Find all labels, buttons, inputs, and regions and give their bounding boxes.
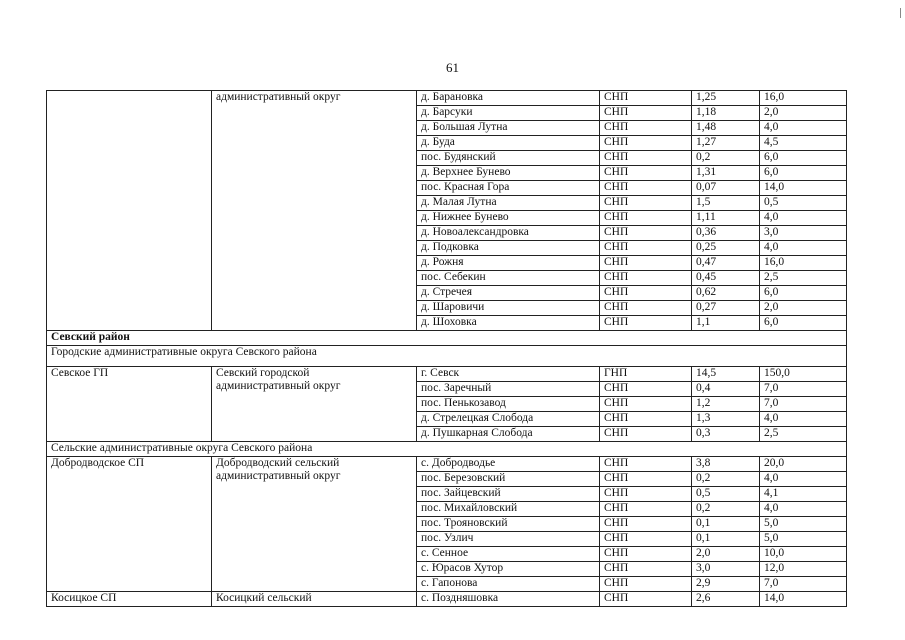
population-cell: 7,0 [760,382,847,397]
population-cell: 12,0 [760,562,847,577]
population-cell: 4,0 [760,121,847,136]
settlement-name-cell: с. Добродводье [417,457,600,472]
municipality-cell: Добродводское СП [47,457,212,592]
population-cell: 10,0 [760,547,847,562]
settlement-type-cell: СНП [600,502,692,517]
area-cell: 0,2 [692,502,760,517]
settlement-name-cell: пос. Трояновский [417,517,600,532]
settlement-name-cell: д. Подковка [417,241,600,256]
area-cell: 1,11 [692,211,760,226]
population-cell: 0,5 [760,196,847,211]
settlement-name-cell: пос. Пенькозавод [417,397,600,412]
area-cell: 0,27 [692,301,760,316]
population-cell: 7,0 [760,577,847,592]
population-cell: 7,0 [760,397,847,412]
area-cell: 3,8 [692,457,760,472]
population-cell: 2,0 [760,106,847,121]
settlement-name-cell: д. Буда [417,136,600,151]
settlement-name-cell: с. Юрасов Хутор [417,562,600,577]
district-cell [212,367,417,442]
population-cell: 14,0 [760,592,847,607]
settlement-type-cell: СНП [600,412,692,427]
area-cell: 1,25 [692,91,760,106]
settlement-name-cell: д. Нижнее Бунево [417,211,600,226]
population-cell: 2,0 [760,301,847,316]
settlement-type-cell: СНП [600,121,692,136]
area-cell: 0,1 [692,517,760,532]
settlement-type-cell: СНП [600,196,692,211]
area-cell: 1,5 [692,196,760,211]
population-cell: 6,0 [760,316,847,331]
area-cell: 0,36 [692,226,760,241]
settlement-type-cell: СНП [600,382,692,397]
area-cell: 0,4 [692,382,760,397]
area-cell: 1,1 [692,316,760,331]
settlement-name-cell: пос. Красная Гора [417,181,600,196]
scan-corner-mark [900,8,901,18]
area-cell: 1,48 [692,121,760,136]
area-cell: 0,2 [692,151,760,166]
population-cell: 3,0 [760,226,847,241]
settlement-type-cell: СНП [600,472,692,487]
area-cell: 2,6 [692,592,760,607]
area-cell: 1,31 [692,166,760,181]
table-row [47,592,847,607]
population-cell: 6,0 [760,166,847,181]
district-line: Косицкий сельский [216,592,312,604]
population-cell: 2,5 [760,427,847,442]
settlement-type-cell: СНП [600,562,692,577]
district-cell [212,592,417,607]
table-row [47,91,847,106]
settlement-type-cell: СНП [600,397,692,412]
district-cell [212,457,417,592]
settlement-type-cell: СНП [600,427,692,442]
page-number: 61 [446,60,459,75]
population-cell: 16,0 [760,91,847,106]
settlement-type-cell: СНП [600,136,692,151]
settlement-name-cell: д. Шоховка [417,316,600,331]
settlement-name-cell: д. Шаровичи [417,301,600,316]
settlement-name-cell: пос. Себекин [417,271,600,286]
settlement-name-cell: пос. Зайцевский [417,487,600,502]
area-cell: 0,5 [692,487,760,502]
settlement-type-cell: СНП [600,517,692,532]
table-row [47,457,847,472]
population-cell: 6,0 [760,286,847,301]
settlements-table [46,90,847,607]
settlement-type-cell: СНП [600,301,692,316]
municipality-cell: Косицкое СП [47,592,212,607]
area-cell: 2,9 [692,577,760,592]
area-cell: 0,07 [692,181,760,196]
settlement-name-cell: д. Стрелецкая Слобода [417,412,600,427]
settlement-type-cell: СНП [600,457,692,472]
settlement-type-cell: СНП [600,241,692,256]
district-line: административный округ [216,380,341,392]
population-cell: 4,5 [760,136,847,151]
population-cell: 16,0 [760,256,847,271]
settlement-type-cell: СНП [600,106,692,121]
settlement-type-cell: СНП [600,592,692,607]
population-cell: 4,1 [760,487,847,502]
table-row [47,367,847,382]
settlement-name-cell: д. Барановка [417,91,600,106]
settlement-type-cell: ГНП [600,367,692,382]
population-cell: 2,5 [760,271,847,286]
settlement-name-cell: д. Верхнее Бунево [417,166,600,181]
area-cell: 2,0 [692,547,760,562]
population-cell: 20,0 [760,457,847,472]
district-cell [212,91,417,331]
settlement-type-cell: СНП [600,532,692,547]
settlement-name-cell: пос. Заречный [417,382,600,397]
settlement-name-cell: с. Гапонова [417,577,600,592]
settlement-type-cell: СНП [600,487,692,502]
settlement-name-cell: д. Большая Лутна [417,121,600,136]
population-cell: 14,0 [760,181,847,196]
area-cell: 1,2 [692,397,760,412]
settlement-type-cell: СНП [600,211,692,226]
section-header-row [47,346,847,367]
area-cell: 0,3 [692,427,760,442]
settlement-name-cell: д. Новоалександровка [417,226,600,241]
settlement-name-cell: пос. Михайловский [417,502,600,517]
settlement-name-cell: д. Барсуки [417,106,600,121]
settlement-name-cell: пос. Березовский [417,472,600,487]
area-cell: 0,1 [692,532,760,547]
population-cell: 4,0 [760,211,847,226]
area-cell: 1,18 [692,106,760,121]
area-cell: 0,62 [692,286,760,301]
area-cell: 0,25 [692,241,760,256]
district-line: Севский городской [216,367,310,379]
population-cell: 4,0 [760,502,847,517]
district-line: административный округ [216,470,341,482]
section-header: Севский район [47,331,847,346]
settlement-type-cell: СНП [600,577,692,592]
municipality-cell [47,91,212,331]
area-cell: 0,45 [692,271,760,286]
settlement-name-cell: д. Стречея [417,286,600,301]
municipality-cell: Севское ГП [47,367,212,442]
area-cell: 1,27 [692,136,760,151]
area-cell: 0,47 [692,256,760,271]
settlement-name-cell: г. Севск [417,367,600,382]
settlement-type-cell: СНП [600,256,692,271]
settlement-name-cell: с. Сенное [417,547,600,562]
settlement-type-cell: СНП [600,226,692,241]
population-cell: 4,0 [760,472,847,487]
settlement-type-cell: СНП [600,166,692,181]
area-cell: 14,5 [692,367,760,382]
settlement-name-cell: д. Пушкарная Слобода [417,427,600,442]
population-cell: 4,0 [760,241,847,256]
area-cell: 0,2 [692,472,760,487]
population-cell: 150,0 [760,367,847,382]
settlement-name-cell: пос. Будянский [417,151,600,166]
settlement-name-cell: с. Поздняшовка [417,592,600,607]
settlement-name-cell: пос. Узлич [417,532,600,547]
settlement-type-cell: СНП [600,151,692,166]
area-cell: 3,0 [692,562,760,577]
population-cell: 5,0 [760,532,847,547]
section-header: Сельские административные округа Севского района [47,442,847,457]
population-cell: 6,0 [760,151,847,166]
settlement-type-cell: СНП [600,181,692,196]
settlement-type-cell: СНП [600,547,692,562]
district-line: административный округ [216,91,341,103]
section-header: Городские административные округа Севского района [47,346,847,367]
section-header-row [47,442,847,457]
settlement-name-cell: д. Малая Лутна [417,196,600,211]
settlement-name-cell: д. Рожня [417,256,600,271]
settlement-type-cell: СНП [600,286,692,301]
area-cell: 1,3 [692,412,760,427]
population-cell: 5,0 [760,517,847,532]
settlement-type-cell: СНП [600,91,692,106]
district-line: Добродводский сельский [216,457,340,469]
section-header-row [47,331,847,346]
population-cell: 4,0 [760,412,847,427]
settlement-type-cell: СНП [600,316,692,331]
settlement-type-cell: СНП [600,271,692,286]
